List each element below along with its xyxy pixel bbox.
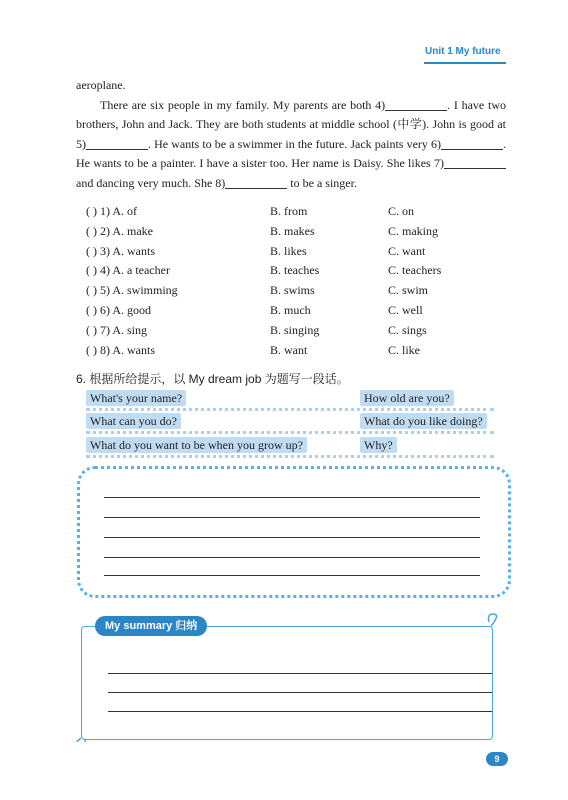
choice-b: B. makes [270,223,315,238]
summary-line[interactable] [108,711,492,712]
unit-header: Unit 1 My future [425,46,501,57]
choice-b: B. want [270,342,308,357]
choice-row [86,323,486,343]
choice-b: B. teaches [270,263,320,278]
header-underline [424,62,506,64]
summary-scroll [73,612,503,742]
choice-c: C. teachers [388,263,442,278]
choice-c: C. well [388,302,423,317]
choice-row [86,204,486,224]
prompt-age: How old are you? [360,390,454,406]
prompt-like: What do you like doing? [360,413,487,429]
passage-line: aeroplane. [76,78,126,92]
choice-row [86,224,486,244]
passage-text: . He wants to be a swimmer in the future. Jack paints very 6) [148,136,441,151]
choice-number[interactable]: ( ) 2) A. make [86,223,153,238]
choice-number[interactable]: ( ) 7) A. sing [86,322,147,337]
choice-b: B. likes [270,243,307,258]
choice-number[interactable]: ( ) 6) A. good [86,302,151,317]
prompt-divider [86,408,494,411]
reading-passage [76,76,506,193]
choice-row [86,283,486,303]
blank-5[interactable] [86,137,148,150]
writing-line[interactable] [104,557,480,558]
summary-line[interactable] [108,673,492,674]
prompt-divider [86,455,494,458]
choice-c: C. on [388,204,415,218]
choice-c: C. sings [388,322,427,337]
choice-number[interactable]: ( ) 4) A. a teacher [86,263,170,278]
choice-c: C. want [388,243,426,258]
choice-row [86,303,486,323]
choice-b: B. singing [270,322,320,337]
choice-number[interactable]: ( ) 8) A. wants [86,342,155,357]
prompt-divider [86,431,494,434]
choice-number[interactable]: ( ) 3) A. wants [86,243,155,258]
choice-b: B. swims [270,283,315,298]
choice-row [86,244,486,264]
choice-number[interactable]: ( ) 5) A. swimming [86,283,178,298]
writing-line[interactable] [104,575,480,576]
choice-b: B. much [270,302,311,317]
passage-text: and dancing very much. She 8) [76,175,226,190]
prompt-can: What can you do? [86,413,181,429]
writing-line[interactable] [104,497,480,498]
passage-text: There are six people in my family. My parents are both 4) [100,97,386,112]
passage-paragraph [76,96,506,194]
passage-text: . I have two brothers, John and Jack. They are both students at middle school (中学). John is good at 5) [76,97,506,151]
choice-row [86,343,486,363]
page-number: 9 [486,752,508,766]
choice-c: C. making [388,223,438,238]
writing-line[interactable] [104,517,480,518]
choice-b: B. from [270,204,308,218]
choice-c: C. swim [388,283,429,298]
passage-text: to be a singer. [287,175,357,190]
summary-title: My summary 归纳 [95,616,207,636]
blank-8[interactable] [225,176,287,189]
summary-frame[interactable] [81,626,493,740]
summary-line[interactable] [108,692,492,693]
writing-line[interactable] [104,537,480,538]
writing-area[interactable] [77,466,511,598]
prompt-want: What do you want to be when you grow up? [86,437,307,453]
blank-7[interactable] [444,156,506,169]
choice-number[interactable]: ( ) 1) A. of [86,204,137,218]
blank-6[interactable] [441,137,503,150]
blank-4[interactable] [385,98,447,111]
section-6-title: 6. 根据所给提示，以 My dream job 为题写一段话。 [76,372,349,386]
choice-row [86,263,486,283]
prompt-why: Why? [360,437,397,453]
choice-c: C. like [388,342,420,357]
prompt-name: What's your name? [86,390,186,406]
passage-text: . He wants to be a painter. I have a sister too. Her name is Daisy. She likes 7) [76,136,506,170]
choice-list [86,204,486,362]
